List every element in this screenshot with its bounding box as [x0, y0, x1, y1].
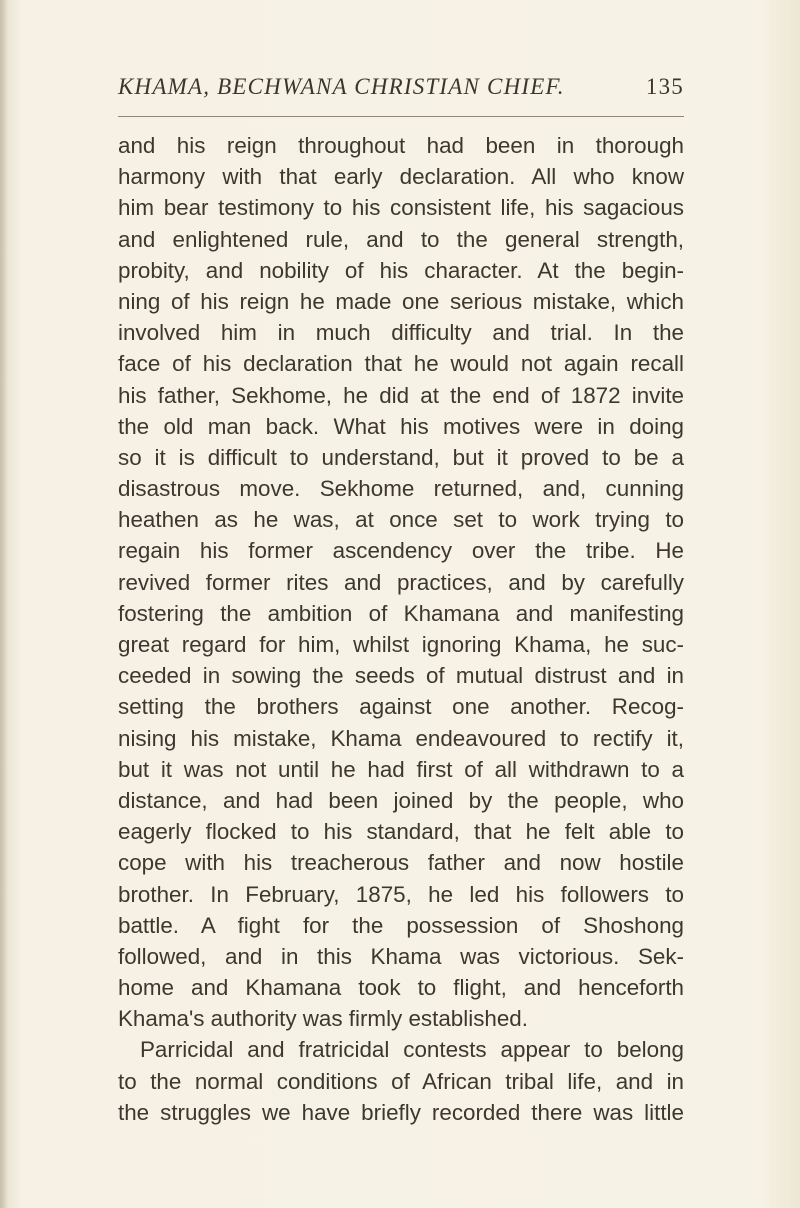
text-line: eagerly flocked to his standard, that he felt able to	[118, 819, 684, 845]
text-line: to the normal conditions of African tribal life, and in	[118, 1068, 684, 1094]
page-header	[118, 68, 684, 108]
page-number: 135	[645, 74, 684, 99]
text-line: Parricidal and fratricidal contests appear to belong	[140, 1037, 684, 1063]
text-line: regain his former ascendency over the tribe. He	[118, 538, 684, 564]
text-line: nising his mistake, Khama endeavoured to rectify it,	[118, 725, 684, 751]
text-line: brother. In February, 1875, he led his followers to	[118, 881, 684, 907]
text-line: so it is difficult to understand, but it proved to be a	[118, 444, 684, 470]
text-line: probity, and nobility of his character. At the begin-	[118, 257, 684, 283]
text-line: face of his declaration that he would not again recall	[118, 351, 684, 377]
text-line: great regard for him, whilst ignoring Khama, he suc-	[118, 632, 684, 657]
text-line: setting the brothers against one another. Recog-	[118, 694, 684, 720]
text-line: cope with his treacherous father and now hostile	[118, 850, 684, 876]
text-line: heathen as he was, at once set to work trying to	[118, 507, 684, 533]
text-line: the struggles we have briefly recorded there was little	[118, 1099, 684, 1125]
text-line: disastrous move. Sekhome returned, and, cunning	[118, 476, 684, 502]
text-line: ceeded in sowing the seeds of mutual distrust and in	[118, 663, 684, 689]
text-line: him bear testimony to his consistent life, his sagacious	[118, 195, 684, 221]
text-line: ning of his reign he made one serious mistake, which	[118, 288, 684, 314]
text-line: and his reign throughout had been in thorough	[118, 133, 684, 158]
gutter-shadow	[0, 0, 8, 1208]
text-line: distance, and had been joined by the people, who	[118, 787, 684, 813]
text-line: fostering the ambition of Khamana and manifesting	[118, 600, 684, 626]
text-line: the old man back. What his motives were in doing	[118, 413, 684, 439]
text-line: but it was not until he had first of all withdrawn to a	[118, 756, 684, 782]
text-line: involved him in much difficulty and trial. In the	[118, 320, 684, 346]
text-line: his father, Sekhome, he did at the end of 1872 invite	[118, 382, 684, 408]
body-text	[118, 130, 684, 1128]
text-line: Khama's authority was firmly established.	[118, 1006, 528, 1032]
running-title: KHAMA, BECHWANA CHRISTIAN CHIEF.	[118, 74, 565, 99]
header-rule	[118, 116, 684, 117]
text-line: harmony with that early declaration. All who know	[118, 164, 684, 190]
text-line: battle. A fight for the possession of Shoshong	[118, 912, 684, 938]
text-line: and enlightened rule, and to the general strength,	[118, 226, 684, 252]
text-line: followed, and in this Khama was victorious. Sek-	[118, 943, 684, 969]
text-line: home and Khamana took to flight, and henceforth	[118, 975, 684, 1001]
text-line: revived former rites and practices, and by carefully	[118, 569, 684, 595]
